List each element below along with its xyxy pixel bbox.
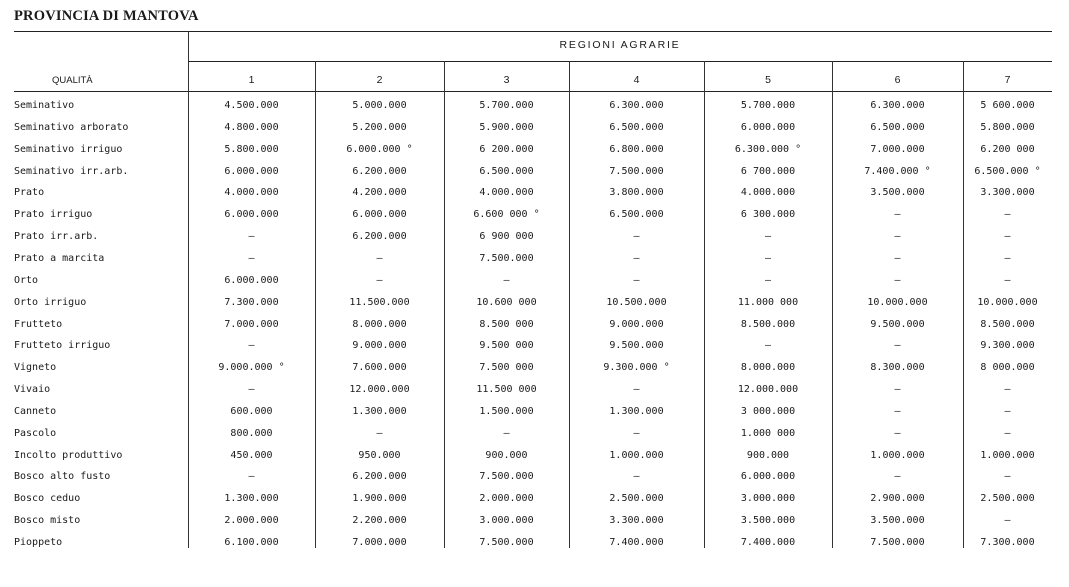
table-cell: 6.000.000 xyxy=(352,209,407,221)
table-cell: 6.500.000 xyxy=(870,121,925,133)
table-cell: 900.000 xyxy=(746,449,790,461)
column-header: 3 xyxy=(503,74,510,86)
table-cell: 9.500 000 xyxy=(479,340,534,352)
row-label: Orto xyxy=(14,274,39,286)
table-cell: 4.000.000 xyxy=(479,187,534,199)
table-cell: 2.000.000 xyxy=(224,515,279,527)
table-cell: 1.300.000 xyxy=(224,493,279,505)
table-cell: 10.500.000 xyxy=(606,296,667,308)
row-label: Orto irriguo xyxy=(14,296,87,308)
table-cell: 8.000.000 xyxy=(740,362,796,374)
table-cell: 7.500.000 xyxy=(479,471,534,483)
table-cell: – xyxy=(1004,231,1011,243)
table-cell: 6.200.000 xyxy=(352,231,407,243)
table-cell: 1.000.000 xyxy=(609,449,664,461)
table-cell: 6.200.000 xyxy=(352,471,407,483)
table-cell: – xyxy=(376,427,383,439)
column-header: 7 xyxy=(1004,74,1011,86)
table-cell: 7.500.000 xyxy=(870,537,925,548)
table-cell: 4.500.000 xyxy=(224,100,279,111)
header-rule xyxy=(14,91,1052,92)
table-cell: 4.000.000 xyxy=(740,187,796,199)
table-cell: 6.300.000 xyxy=(609,100,664,111)
table-cell: – xyxy=(894,427,901,439)
column-header: 4 xyxy=(633,74,640,86)
row-label: Frutteto xyxy=(14,318,63,330)
group-header: REGIONI AGRARIE xyxy=(559,39,681,51)
table-cell: 6.500.000 ° xyxy=(974,165,1041,177)
table-cell: 6.000.000 xyxy=(224,209,279,221)
table-cell: 9.300.000 ° xyxy=(603,362,670,374)
table-cell: 12.000.000 xyxy=(737,384,799,396)
table-cell: – xyxy=(376,274,383,286)
table-cell: – xyxy=(1004,384,1011,396)
table-cell: 2.200.000 xyxy=(352,515,407,527)
table-cell: 7.300.000 xyxy=(980,537,1035,548)
row-label: Bosco misto xyxy=(14,515,81,527)
table-cell: 6 900 000 xyxy=(479,231,534,243)
row-label: Vivaio xyxy=(14,384,51,396)
table-cell: – xyxy=(1004,427,1011,439)
table-cell: 1.300.000 xyxy=(609,405,664,417)
table-cell: 11.000 000 xyxy=(737,296,799,308)
table-cell: 7.500.000 xyxy=(609,165,664,177)
table-cell: – xyxy=(764,231,772,243)
column-header: 1 xyxy=(248,74,255,86)
table-cell: 6.500.000 xyxy=(609,121,664,133)
row-label: Prato xyxy=(14,187,45,199)
table-cell: 5 600.000 xyxy=(980,100,1035,111)
table-cell: 12.000.000 xyxy=(349,384,410,396)
table-cell: 6.500.000 xyxy=(609,209,664,221)
table-cell: 6.000.000 xyxy=(224,274,279,286)
table-cell: 2.000.000 xyxy=(479,493,534,505)
table-cell: 7.300.000 xyxy=(224,296,279,308)
table-cell: 7.500.000 xyxy=(479,537,534,548)
row-label: Incolto produttivo xyxy=(14,449,123,461)
table-cell: 6.800.000 xyxy=(609,143,664,155)
table-cell: 8.500.000 xyxy=(740,318,796,330)
table-cell: – xyxy=(248,471,255,483)
row-label: Bosco alto fusto xyxy=(14,471,111,483)
table-cell: 6.300.000 xyxy=(870,100,925,111)
table-cell: – xyxy=(894,231,901,243)
table-cell: 3.000.000 xyxy=(479,515,534,527)
row-label: Prato a marcita xyxy=(14,252,105,264)
top-rule xyxy=(14,31,1052,32)
table-cell: 1.300.000 xyxy=(352,405,407,417)
row-label: Prato irr.arb. xyxy=(14,231,99,243)
table-cell: – xyxy=(503,274,510,286)
row-label: Prato irriguo xyxy=(14,209,93,221)
table-cell: 9.000.000 xyxy=(352,340,407,352)
table-cell: – xyxy=(894,405,901,417)
row-label: Frutteto irriguo xyxy=(14,340,111,352)
table-cell: – xyxy=(248,252,255,264)
table-cell: – xyxy=(633,471,640,483)
table-cell: – xyxy=(1004,405,1011,417)
table-cell: 7.000.000 xyxy=(224,318,279,330)
table-cell: – xyxy=(1004,274,1011,286)
table-cell: 6.000.000 xyxy=(740,121,796,133)
table-cell: 1.000.000 xyxy=(870,449,925,461)
table-cell: – xyxy=(764,274,772,286)
table-cell: – xyxy=(1004,252,1011,264)
table-cell: 4.200.000 xyxy=(352,187,407,199)
table-cell: 6 300.000 xyxy=(740,209,796,221)
table-cell: – xyxy=(1004,209,1011,221)
table-cell: 450.000 xyxy=(230,449,273,461)
table-cell: 7.500 000 xyxy=(479,362,534,374)
table-cell: 5.700.000 xyxy=(479,100,534,111)
table-cell: 6.300.000 ° xyxy=(734,143,802,155)
table-cell: – xyxy=(894,340,901,352)
table-cell: 2.500.000 xyxy=(609,493,664,505)
table-cell: 8.300.000 xyxy=(870,362,925,374)
table-cell: 8.500.000 xyxy=(980,318,1035,330)
group-rule xyxy=(188,61,1052,62)
table-cell: 7.400.000 ° xyxy=(864,165,931,177)
table-cell: 3 000.000 xyxy=(740,405,796,417)
table-cell: – xyxy=(764,252,772,264)
table-cell: 7.000.000 xyxy=(870,143,925,155)
table-cell: 11.500.000 xyxy=(349,296,410,308)
table-cell: 7.400.000 xyxy=(740,537,796,548)
table-cell: 11.500 000 xyxy=(476,384,537,396)
quality-header: QUALITÀ xyxy=(52,75,93,86)
table-cell: 7.400.000 xyxy=(609,537,664,548)
table-cell: 3.500.000 xyxy=(870,187,925,199)
table-cell: 1.000 000 xyxy=(740,427,796,439)
table-cell: 9.500.000 xyxy=(609,340,664,352)
table-cell: 8.000.000 xyxy=(352,318,407,330)
table-cell: 1.000.000 xyxy=(980,449,1035,461)
table-cell: 5.800.000 xyxy=(980,121,1035,133)
row-label: Canneto xyxy=(14,405,57,417)
table-cell: – xyxy=(248,340,255,352)
table-cell: – xyxy=(894,471,901,483)
table-cell: – xyxy=(248,384,255,396)
table-cell: 6 700.000 xyxy=(740,165,796,177)
table-cell: 9.300.000 xyxy=(980,340,1035,352)
table-cell: 900.000 xyxy=(485,449,528,461)
table-cell: – xyxy=(633,231,640,243)
table-cell: 6.600 000 ° xyxy=(473,209,540,221)
table-cell: 6.100.000 xyxy=(224,537,279,548)
table-cell: 3.800.000 xyxy=(609,187,664,199)
table-cell: 7.500.000 xyxy=(479,252,534,264)
row-label: Pioppeto xyxy=(14,537,63,548)
table-cell: 6.200.000 xyxy=(352,165,407,177)
table-cell: 1.900.000 xyxy=(352,493,407,505)
table-cell: – xyxy=(633,252,640,264)
table-cell: 6 200.000 xyxy=(479,143,534,155)
table-cell: – xyxy=(894,274,901,286)
table-cell: 3.500.000 xyxy=(740,515,796,527)
table-cell: 9.000.000 ° xyxy=(218,362,285,374)
table-cell: – xyxy=(1004,471,1011,483)
table-cell: 5.800.000 xyxy=(224,143,279,155)
table-cell: 9.000.000 xyxy=(609,318,664,330)
table-cell: 2.500.000 xyxy=(980,493,1035,505)
row-label: Seminativo xyxy=(14,100,75,111)
page-title: PROVINCIA DI MANTOVA xyxy=(14,8,199,24)
table-cell: – xyxy=(633,384,640,396)
table-cell: 2.900.000 xyxy=(870,493,925,505)
table-cell: 8 000.000 xyxy=(980,362,1035,374)
table-cell: 4.800.000 xyxy=(224,121,279,133)
table-cell: – xyxy=(633,427,640,439)
table-cell: – xyxy=(633,274,640,286)
row-label: Seminativo irr.arb. xyxy=(14,165,129,177)
table-cell: 5.900.000 xyxy=(479,121,534,133)
table-cell: 10.000.000 xyxy=(867,296,928,308)
table-cell: 3.000.000 xyxy=(740,493,796,505)
row-label: Pascolo xyxy=(14,427,57,439)
table-cell: 6.000.000 xyxy=(740,471,796,483)
table-cell: 9.500.000 xyxy=(870,318,925,330)
column-header: 5 xyxy=(765,74,771,86)
table-cell: 6.000.000 ° xyxy=(346,143,413,155)
column-header: 2 xyxy=(376,74,383,86)
table-cell: 5.000.000 xyxy=(352,100,407,111)
table-cell: – xyxy=(1004,515,1011,527)
table-cell: – xyxy=(894,209,901,221)
table-cell: 6.000.000 xyxy=(224,165,279,177)
table-cell: 10.000.000 xyxy=(977,296,1038,308)
table-cell: 5.700.000 xyxy=(740,100,796,111)
table-cell: – xyxy=(894,252,901,264)
table-cell: – xyxy=(764,340,772,352)
table-cell: 5.200.000 xyxy=(352,121,407,133)
table-cell: 600.000 xyxy=(230,405,273,417)
table-cell: 10.600 000 xyxy=(476,296,537,308)
table-cell: 7.600.000 xyxy=(352,362,407,374)
table-cell: 950.000 xyxy=(358,449,401,461)
row-label: Seminativo arborato xyxy=(14,121,129,133)
table-cell: 6.500.000 xyxy=(479,165,534,177)
table-cell: – xyxy=(894,384,901,396)
column-header: 6 xyxy=(894,74,901,86)
table-cell: 4.000.000 xyxy=(224,187,279,199)
table-cell: 8.500 000 xyxy=(479,318,534,330)
row-label: Vigneto xyxy=(14,362,57,374)
table-cell: – xyxy=(376,252,383,264)
table-cell: 3.300.000 xyxy=(609,515,664,527)
table-cell: – xyxy=(248,231,255,243)
row-label: Seminativo irriguo xyxy=(14,143,123,155)
table-cell: – xyxy=(503,427,510,439)
table-cell: 3.300.000 xyxy=(980,187,1035,199)
table-cell: 800.000 xyxy=(230,427,273,439)
table-cell: 7.000.000 xyxy=(352,537,407,548)
table-cell: 1.500.000 xyxy=(479,405,534,417)
table-cell: 3.500.000 xyxy=(870,515,925,527)
row-label: Bosco ceduo xyxy=(14,493,81,505)
table-cell: 6.200 000 xyxy=(980,143,1035,155)
